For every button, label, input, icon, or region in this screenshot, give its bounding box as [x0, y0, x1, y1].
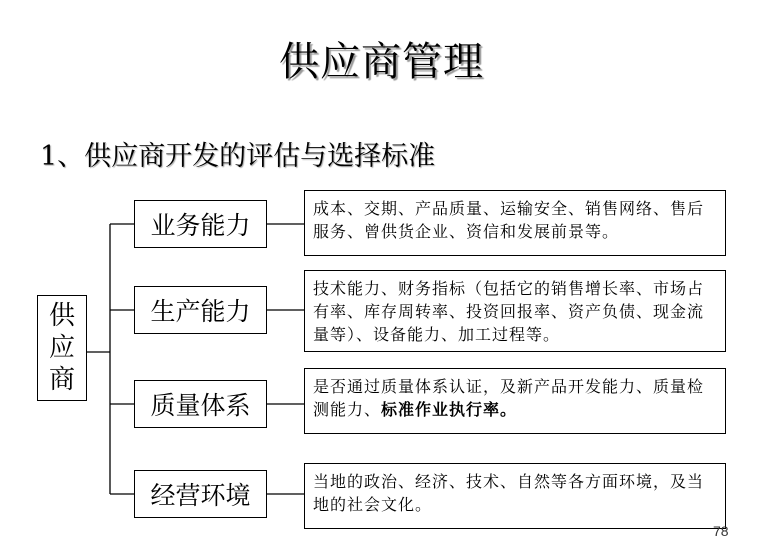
category-quality-system: 质量体系 — [134, 380, 267, 428]
category-production-capability: 生产能力 — [134, 286, 267, 334]
desc-business-environment: 当地的政治、经济、技术、自然等各方面环境，及当地的社会文化。 — [304, 463, 726, 529]
page-number: 78 — [713, 523, 729, 539]
category-business-capability: 业务能力 — [134, 200, 267, 248]
category-business-environment: 经营环境 — [134, 470, 267, 518]
root-char: 应 — [48, 333, 75, 363]
desc-quality-system — [304, 368, 726, 434]
desc-text: 是否通过质量体系认证，及新产品开发能力、质量检测能力、 — [313, 377, 705, 419]
root-node-supplier — [37, 295, 87, 401]
root-char: 供 — [48, 301, 75, 331]
desc-production-capability: 技术能力、财务指标（包括它的销售增长率、市场占有率、库存周转率、投资回报率、资产负债、现金流量等）、设备能力、加工过程等。 — [304, 270, 726, 352]
section-heading: 1、供应商开发的评估与选择标准 — [40, 141, 436, 172]
root-char: 商 — [48, 365, 75, 395]
page-title: 供应商管理 — [279, 39, 484, 85]
desc-business-capability: 成本、交期、产品质量、运输安全、销售网络、售后服务、曾供货企业、资信和发展前景等。 — [304, 190, 726, 256]
desc-emphasis: 标准作业执行率。 — [381, 400, 518, 419]
